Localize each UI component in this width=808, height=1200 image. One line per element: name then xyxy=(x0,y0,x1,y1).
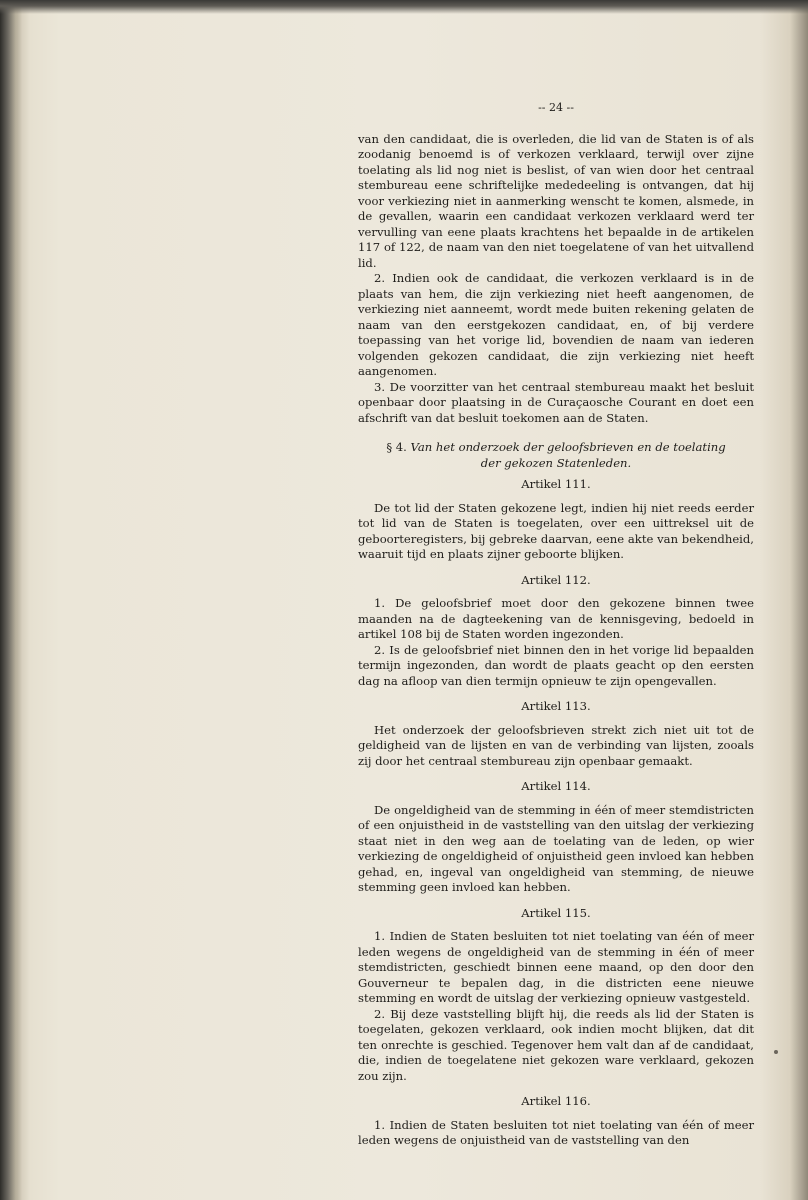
article-114-text: De ongeldigheid van de stemming in één of meer stemdistricten of een onjuistheid in de vaststelling van den uitslag der verkiezing staat niet in den weg aan de toelating van de leden, op wier verkiezing de ongeldigheid of onjuistheid geen invloed kan hebben gehad, en, ingeval van ongeldigheid van stemming, de nieuwe stemming geen invloed kan hebben. xyxy=(358,802,754,894)
text-column xyxy=(358,100,754,1149)
page-number: -- 24 -- xyxy=(538,101,574,114)
article-114-heading: Artikel 114. xyxy=(521,779,591,793)
article-112-heading: Artikel 112. xyxy=(521,572,591,587)
article-115-heading: Artikel 115. xyxy=(521,905,591,920)
article-112-lid-1: 1. De geloofsbrief moet door den gekozene binnen twee maanden na de dagteekening van de kennisgeving, bedoeld in artikel 108 bij de Staten worden ingezonden. xyxy=(358,596,754,641)
article-113-heading: Artikel 113. xyxy=(521,699,591,713)
article-116-lid-1: 1. Indien de Staten besluiten tot niet toelating van één of meer leden wegens de onjuistheid van de vaststelling van den xyxy=(358,1117,754,1147)
paragraph-continued: van den candidaat, die is overleden, die lid van de Staten is of als zoodanig benoemd is of verkozen verklaard, terwijl over zijne toelating als lid nog niet is beslist, of van wien door het centraal stembureau eene schriftelijke mededeeling is ontvangen, dat hij voor verkiezing niet in aanmerking wenscht te komen, alsmede, in de gevallen, waarin een candidaat verkozen verklaard werd ter vervulling van eene plaats krachtens het bepaalde in de artikelen 117 of 122, de naam van den niet toegelatene of van het uitvallend lid. xyxy=(358,131,754,270)
section-mark: § 4. xyxy=(386,440,407,454)
paper-speck xyxy=(774,1050,778,1054)
article-112-lid-2: 2. Is de geloofsbrief niet binnen den in het vorige lid bepaalden termijn ingezonden, dan wordt de plaats geacht op den eersten dag na afloop van dien termijn opnieuw te zijn opengevallen. xyxy=(358,642,754,688)
article-113-text: Het onderzoek der geloofsbrieven strekt zich niet uit tot de geldigheid van de lijsten en van de verbinding van lijsten, zooals zij door het centraal stembureau zijn openbaar gemaakt. xyxy=(358,722,754,768)
section-title-line2: der gekozen Statenleden. xyxy=(480,455,632,470)
page-top-edge xyxy=(0,0,808,14)
article-115-lid-1: 1. Indien de Staten besluiten tot niet toelating van één of meer leden wegens de ongeldigheid van de stemming in één of meer stemdistricten, geschiedt binnen eene maand, op den door den Gouverneur te bepalen dag, in die districten eene nieuwe stemming en wordt de uitslag der verkiezing opnieuw vastgesteld. xyxy=(358,929,754,1005)
book-binding-edge xyxy=(0,0,22,1200)
paragraph-lid-3: 3. De voorzitter van het centraal stembureau maakt het besluit openbaar door plaatsing in de Curaçaosche Courant en doet een afschrift van dat besluit toekomen aan de Staten. xyxy=(358,379,754,425)
article-111-heading: Artikel 111. xyxy=(521,477,591,491)
section-title-line1: Van het onderzoek der geloofsbrieven en de toelating xyxy=(410,440,726,454)
article-111-text: De tot lid der Staten gekozene legt, indien hij niet reeds eerder tot lid van de Staten is toegelaten, over een uittreksel uit de geboorteregisters, bij gebreke daarvan, eene akte van bekendheid, waaruit tijd en plaats zijner geboorte blijken. xyxy=(358,500,754,561)
paragraph-lid-2: 2. Indien ook de candidaat, die verkozen verklaard is in de plaats van hem, die zijn verkiezing niet heeft aangenomen, de verkiezing niet aanneemt, wordt mede buiten rekening gelaten de naam van den eerstgekozen candidaat, en, of bij verdere toepassing van het vorige lid, bovendien de naam van iederen volgenden gekozen candidaat, die zijn verkiezing niet heeft aangenomen. xyxy=(358,271,754,378)
article-115-lid-2: 2. Bij deze vaststelling blijft hij, die reeds als lid der Staten is toegelaten, gekozen verklaard, ook indien mocht blijken, dat dit ten onrechte is geschied. Tegenover hem valt dan af de candidaat, die, indien de toegelatene niet gekozen ware verklaard, gekozen zou zijn. xyxy=(358,1006,754,1083)
section-heading xyxy=(358,440,754,471)
article-116-heading: Artikel 116. xyxy=(521,1094,591,1108)
